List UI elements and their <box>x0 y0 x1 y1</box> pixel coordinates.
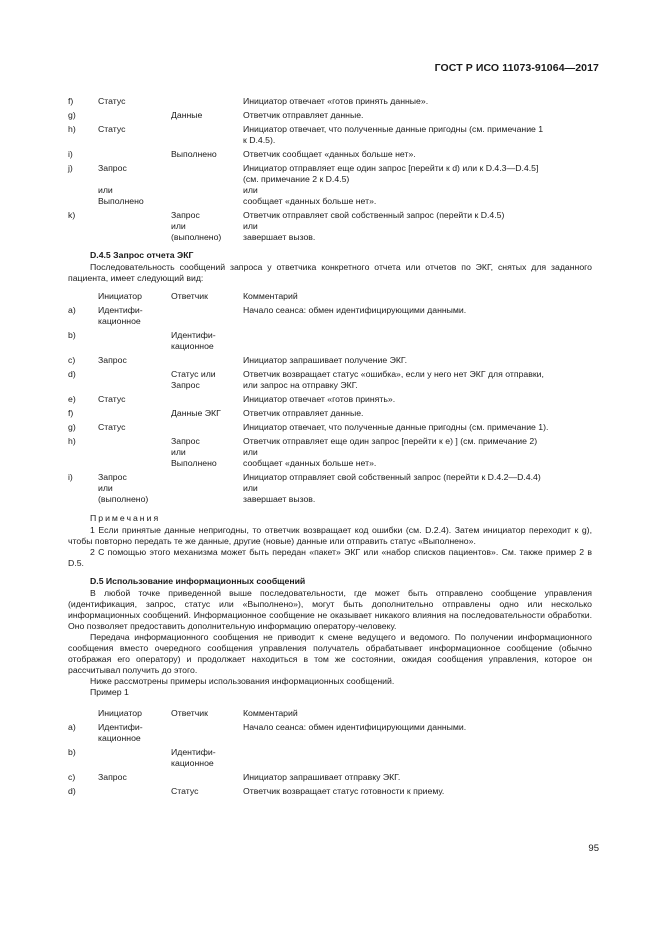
column-header-comment: Комментарий <box>243 291 298 301</box>
row-id: b) <box>68 330 76 340</box>
responder-cell: Идентифи- кационное <box>171 330 216 351</box>
comment-cell: Начало сеанса: обмен идентифицирующими данными. <box>243 305 467 315</box>
table-row <box>68 722 592 744</box>
initiator-cell: Идентифи- кационное <box>98 722 143 743</box>
table-row <box>68 422 592 433</box>
note-item: 1 Если принятые данные непригодны, то ответчик возвращает код ошибки (см. D.2.4). Затем инициатор переходит к g), чтобы повторно передать те же данные, другие (новые) данные или отправить статус «Выполнено». <box>68 525 592 546</box>
responder-cell: Идентифи- кационное <box>171 747 216 768</box>
section-intro: Последовательность сообщений запроса у ответчика конкретного отчета или отчетов по ЭКГ, снятых для заданного пациента, имеет следующий вид: <box>68 262 592 283</box>
table-row <box>68 330 592 352</box>
table-row <box>68 747 592 769</box>
row-id: d) <box>68 369 76 379</box>
row-id: i) <box>68 472 73 482</box>
comment-cell: Ответчик отправляет данные. <box>243 408 364 418</box>
comment-cell: Инициатор отвечает, что полученные данные пригодны (см. примечание 1). <box>243 422 549 432</box>
page-number: 95 <box>588 843 599 854</box>
comment-cell: Инициатор запрашивает получение ЭКГ. <box>243 355 407 365</box>
row-id: c) <box>68 355 76 365</box>
row-id: g) <box>68 110 76 120</box>
table-row <box>68 305 592 327</box>
comment-cell: Ответчик отправляет данные. <box>243 110 364 120</box>
table-row <box>68 124 592 146</box>
table-row <box>68 786 592 797</box>
initiator-cell: Статус <box>98 96 126 106</box>
initiator-cell: Статус <box>98 422 126 432</box>
row-id: f) <box>68 96 74 106</box>
responder-cell: Статус или Запрос <box>171 369 216 390</box>
sequence-table-3 <box>68 708 592 797</box>
column-header-initiator: Инициатор <box>98 708 142 718</box>
row-id: h) <box>68 124 76 134</box>
section-heading-d5: D.5 Использование информационных сообщений <box>90 576 306 586</box>
comment-cell: Инициатор отвечает, что полученные данные пригодны (см. примечание 1 к D.4.5). <box>243 124 544 145</box>
paragraph: Передача информационного сообщения не приводит к смене ведущего и ведомого. По получении информационного сообщения вместо очередного сообщения управления получатель обрабатывает информационное сообщение (обычно отображая его оператору) и продолжает находиться в том же состоянии, ожидая сообщения управления, которое он рассчитывал получить до этого. <box>68 632 592 675</box>
comment-cell: Инициатор отправляет еще один запрос [перейти к d) или к D.4.3—D.4.5] (см. примечание 2 к D.4.5) или сообщает «данных больше нет». <box>243 163 539 206</box>
row-id: g) <box>68 422 76 432</box>
sequence-table-1 <box>68 96 592 243</box>
table-header-row <box>68 291 592 302</box>
comment-cell: Инициатор отвечает «готов принять данные». <box>243 96 429 106</box>
initiator-cell: Запрос <box>98 355 127 365</box>
initiator-cell: Запрос или Выполнено <box>98 163 144 206</box>
notes-title: Примечания <box>90 513 161 523</box>
responder-cell: Запрос или Выполнено <box>171 436 217 468</box>
initiator-cell: Статус <box>98 394 126 404</box>
table-row <box>68 210 592 243</box>
comment-cell: Начало сеанса: обмен идентифицирующими данными. <box>243 722 467 732</box>
document-header: ГОСТ Р ИСО 11073-91064—2017 <box>434 62 599 74</box>
example-label: Пример 1 <box>90 687 129 697</box>
row-id: k) <box>68 210 76 220</box>
comment-cell: Инициатор отвечает «готов принять». <box>243 394 396 404</box>
row-id: e) <box>68 394 76 404</box>
row-id: c) <box>68 772 76 782</box>
initiator-cell: Запрос или (выполнено) <box>98 472 149 504</box>
comment-cell: Инициатор отправляет свой собственный запрос (перейти к D.4.2—D.4.4) или завершает вызов. <box>243 472 541 504</box>
table-row <box>68 149 592 160</box>
table-row <box>68 394 592 405</box>
row-id: i) <box>68 149 73 159</box>
comment-cell: Ответчик возвращает статус готовности к приему. <box>243 786 445 796</box>
table-row <box>68 163 592 207</box>
responder-cell: Выполнено <box>171 149 217 159</box>
note-item: 2 С помощью этого механизма может быть передан «пакет» ЭКГ или «набор списков пациентов». См. также пример 2 в D.5. <box>68 547 592 568</box>
table-row <box>68 369 592 391</box>
row-id: d) <box>68 786 76 796</box>
table-row <box>68 772 592 783</box>
initiator-cell: Статус <box>98 124 126 134</box>
sequence-table-2 <box>68 291 592 505</box>
row-id: f) <box>68 408 74 418</box>
table-row <box>68 355 592 366</box>
responder-cell: Данные <box>171 110 203 120</box>
document-body <box>68 96 592 800</box>
paragraph: Ниже рассмотрены примеры использования информационных сообщений. <box>90 676 395 686</box>
table-row <box>68 472 592 505</box>
comment-cell: Ответчик отправляет свой собственный запрос (перейти к D.4.5) или завершает вызов. <box>243 210 505 242</box>
comment-cell: Ответчик сообщает «данных больше нет». <box>243 149 416 159</box>
comment-cell: Инициатор запрашивает отправку ЭКГ. <box>243 772 401 782</box>
row-id: h) <box>68 436 76 446</box>
comment-cell: Ответчик возвращает статус «ошибка», если у него нет ЭКГ для отправки, или запрос на отправку ЭКГ. <box>243 369 544 390</box>
section-heading-d45: D.4.5 Запрос отчета ЭКГ <box>90 250 194 260</box>
table-header-row <box>68 708 592 719</box>
comment-cell: Ответчик отправляет еще один запрос [перейти к е) ] (см. примечание 2) или сообщает «данных больше нет». <box>243 436 538 468</box>
responder-cell: Статус <box>171 786 199 796</box>
initiator-cell: Идентифи- кационное <box>98 305 143 326</box>
row-id: j) <box>68 163 73 173</box>
column-header-responder: Ответчик <box>171 291 208 301</box>
column-header-responder: Ответчик <box>171 708 208 718</box>
row-id: b) <box>68 747 76 757</box>
responder-cell: Запрос или (выполнено) <box>171 210 222 242</box>
table-row <box>68 96 592 107</box>
column-header-initiator: Инициатор <box>98 291 142 301</box>
column-header-comment: Комментарий <box>243 708 298 718</box>
table-row <box>68 436 592 469</box>
paragraph: В любой точке приведенной выше последовательности, где может быть отправлено сообщение управления (идентификация, запрос, статус или «Выполнено»), могут быть дополнительно отправлены одно или несколько информационных сообщений. Информационное сообщение не оказывает никакого влияния на последовательности обработки. Оно позволяет предоставить дополнительную информацию оператору-человеку. <box>68 588 592 631</box>
row-id: a) <box>68 722 76 732</box>
table-row <box>68 408 592 419</box>
responder-cell: Данные ЭКГ <box>171 408 221 418</box>
table-row <box>68 110 592 121</box>
initiator-cell: Запрос <box>98 772 127 782</box>
row-id: a) <box>68 305 76 315</box>
